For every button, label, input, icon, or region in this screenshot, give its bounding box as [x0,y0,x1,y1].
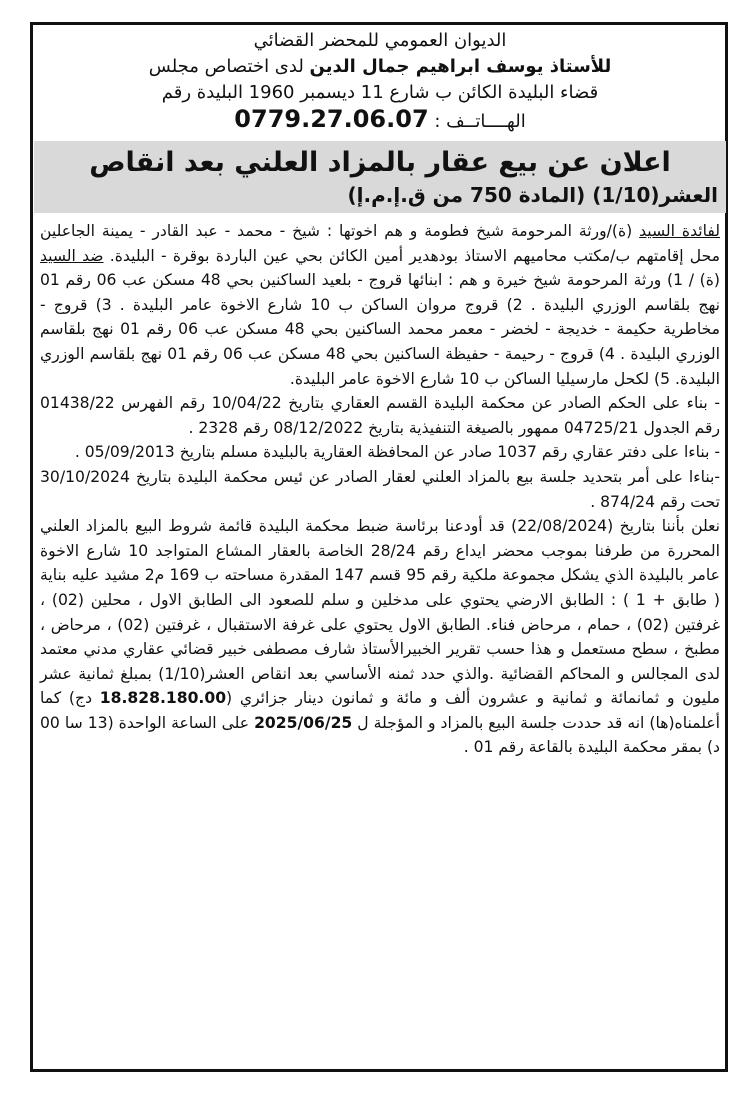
sale-notice-text: دج) كما أعلمناه(ها) انه قد حددت جلسة البيع بالمزاد و المؤجلة ل [40,689,720,732]
property-description: نعلن بأننا بتاريخ (22/08/2024) قد أودعنا برئاسة ضبط محكمة البليدة قائمة شروط البيع بالمزاد العلني المحررة من طرفنا بموجب محضر ايداع رقم 28/24 الخاصة بالعقار المشاع المتواجد 10 شارع الاخوة عامر بالبليدة الذي يشكل مجموعة ملكية رقم 95 قسم 147 المقدرة مساحته ب 169 م2 مشيد عليه بناية ( طابق + 1 ) : الطابق الارضي يحتوي على مدخلين و سلم للصعود الى الطابق الاول ، محلين (02) ، غرفتين (02) ، حمام ، مرحاض فناء. الطابق الاول يحتوي على غرفة الاستقبال ، غرفتين (02) ، مرحاض ، مطبخ ، سطح مستعمل و هذا حسب تقرير الخبيرالأستاذ شارف مصطفى خبير قضائي عقاري مدني معتمد لدى المجالس و المحاكم القضائية .والذي حدد ثمنه الأساسي بعد انقاص العشر(1/10) بمبلغ ثمانية عشر مليون و ثمانمائة و ثمانية و عشرون ألف و مائة و ثمانون دينار جزائري ( [40,517,721,708]
phone-line [40,106,720,135]
sale-location-text: على الساعة الواحدة (13 سا 00 د) بمقر محكمة البليدة بالقاعة رقم 01 . [40,713,720,757]
announcement-title: اعلان عن بيع عقار بالمزاد العلني بعد انقاص [89,147,671,178]
office-title: الديوان العمومي للمحضر القضائي [253,30,507,51]
bailiff-line [40,54,720,80]
sale-details-paragraph [40,514,720,760]
announcement-title-box [34,141,726,213]
beneficiary-text: (ة)/ورثة المرحومة شيخ فطومة و هم اخوتها : شيخ - محمد - عبد القادر - يمينة الجاعلين محل إقامتهم ب/مكتب محاميهم الاستاذ بودهدير أمين الكائن بحي عين الباردة بوقرة - البليدة. [40,222,720,265]
land-register-paragraph: - بناءا على دفتر عقاري رقم 1037 صادر عن المحافظة العقارية بالبليدة مسلم بتاريخ 05/09/2013 . [74,443,720,462]
sale-date: 2025/06/25 [254,713,353,732]
office-address: قضاء البليدة الكائن ب شارع 11 ديسمبر 1960 البليدة رقم [161,82,599,103]
phone-label: الهــــاتــف : [428,111,526,132]
phone-number: 0779.27.06.07 [234,105,429,133]
defendants-text: (ة) / 1) ورثة المرحومة شيخ خيرة و هم : ابنائها قروج - بلعيد الساكنين بحي 48 مسكن عب 06 رقم 01 نهج بلقاسم الوزري البليدة . 2) قروج مروان الساكن ب 10 شارع الاخوة عامر البليدة . 3) قروج - مخاطرية حكيمة - خديجة - لخضر - معمر محمد الساكنين بحي 48 مسكن عب 06 رقم 01 نهج بلقاسم الوزري البليدة . 4) قروج - رحيمة - حفيظة الساكنين بحي 48 مسكن عب 06 رقم 01 نهج بلقاسم الوزري البليدة. 5) لكحل مارسيليا الساكن ب 10 شارع الاخوة عامر البليدة. [40,271,721,388]
against-label: ضد السيد [40,246,104,265]
beneficiary-label: لفائدة السيد [639,222,720,240]
announcement-subtitle: العشر(1/10) (المادة 750 من ق.إ.م.إ) [347,183,718,207]
bailiff-name: للأستاذ يوسف ابراهيم جمال الدين [309,56,612,77]
office-header [40,28,720,135]
announcement-page [40,28,720,1068]
judgment-paragraph: - بناء على الحكم الصادر عن محكمة البليدة القسم العقاري بتاريخ 10/04/22 رقم الفهرس 01438/22 رقم الجدول 04725/21 ممهور بالصيغة التنفيذية بتاريخ 08/12/2022 رقم 2328 . [40,394,720,437]
jurisdiction-text: لدى اختصاص مجلس [148,56,310,77]
court-order-paragraph: -بناءا على أمر بتحديد جلسة بيع بالمزاد العلني لعقار الصادر عن ئيس محكمة البليدة بتاريخ 30/10/2024 تحت رقم 874/24 . [40,467,720,511]
base-price: 18.828.180.00 [99,689,227,708]
announcement-body [40,219,720,760]
parties-paragraph [40,219,720,391]
